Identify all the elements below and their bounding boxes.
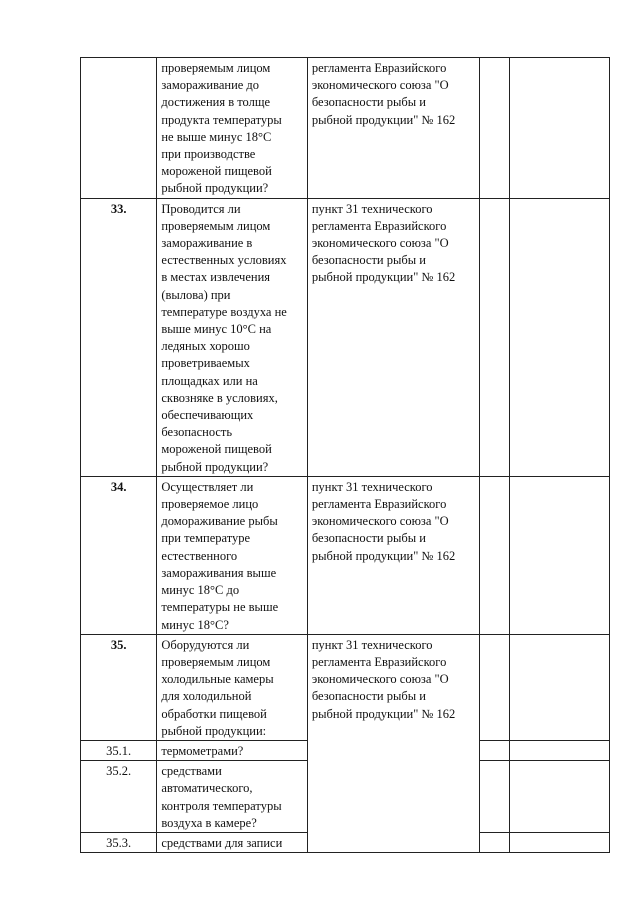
row-number: 33.: [110, 201, 127, 216]
table-row: [81, 58, 610, 199]
empty-cell: [510, 832, 610, 852]
question-cell: [157, 740, 308, 760]
question-cell: [157, 634, 308, 740]
empty-cell: [510, 634, 610, 740]
row-number: 35.3.: [106, 835, 132, 850]
reference-cell: [307, 58, 479, 199]
row-number-cell: [81, 740, 157, 760]
empty-cell: [479, 761, 510, 833]
checklist-table: [80, 57, 610, 853]
empty-cell: [510, 198, 610, 476]
question-text: термометрами?: [161, 743, 244, 758]
empty-cell: [479, 832, 510, 852]
empty-cell: [479, 198, 510, 476]
row-number: 35.1.: [106, 743, 132, 758]
empty-cell: [510, 58, 610, 199]
question-text: Проводится ли проверяемым лицом замораживание в естественных условиях в местах извлечения (вылова) при температуре воздуха не выше минус 10°C на ледяных хорошо проветриваемых площадках или на сквозняке в условиях, обеспечивающих безопасность мороженой пищевой рыбной продукции?: [161, 201, 287, 474]
row-number-cell: [81, 761, 157, 833]
reference-cell: [307, 476, 479, 634]
empty-cell: [510, 740, 610, 760]
row-number: 34.: [110, 479, 127, 494]
reference-cell: [307, 634, 479, 852]
empty-cell: [510, 761, 610, 833]
row-number-cell: [81, 476, 157, 634]
row-number-cell: [81, 198, 157, 476]
question-cell: [157, 476, 308, 634]
row-number-cell: [81, 634, 157, 740]
question-cell: [157, 832, 308, 852]
table-row: [81, 476, 610, 634]
question-text: Осуществляет ли проверяемое лицо домораживание рыбы при температуре естественного замораживания выше минус 18°C до температуры не выше минус 18°C?: [161, 479, 279, 632]
row-number: 35.: [110, 637, 127, 652]
table-row: [81, 634, 610, 740]
question-text: средствами автоматического, контроля температуры воздуха в камере?: [161, 764, 282, 830]
reference-text: пункт 31 технического регламента Евразийского экономического союза "О безопасности рыбы и рыбной продукции" № 162: [311, 637, 456, 721]
empty-cell: [479, 476, 510, 634]
empty-cell: [479, 634, 510, 740]
row-number: 35.2.: [106, 764, 132, 779]
question-text: средствами для записи: [161, 835, 283, 850]
table-row: [81, 198, 610, 476]
reference-text: регламента Евразийского экономического союза "О безопасности рыбы и рыбной продукции" № 162: [311, 61, 456, 127]
row-number-cell: [81, 832, 157, 852]
question-cell: [157, 198, 308, 476]
row-number-cell: [81, 58, 157, 199]
reference-cell: [307, 198, 479, 476]
empty-cell: [479, 740, 510, 760]
question-cell: [157, 58, 308, 199]
question-text: Оборудуются ли проверяемым лицом холодильные камеры для холодильной обработки пищевой рыбной продукции:: [161, 637, 274, 738]
empty-cell: [510, 476, 610, 634]
reference-text: пункт 31 технического регламента Евразийского экономического союза "О безопасности рыбы и рыбной продукции" № 162: [311, 479, 456, 563]
question-text: проверяемым лицом замораживание до достижения в толще продукта температуры не выше минус 18°C при производстве мороженой пищевой рыбной продукции?: [161, 61, 282, 196]
question-cell: [157, 761, 308, 833]
empty-cell: [479, 58, 510, 199]
reference-text: пункт 31 технического регламента Евразийского экономического союза "О безопасности рыбы и рыбной продукции" № 162: [311, 201, 456, 285]
